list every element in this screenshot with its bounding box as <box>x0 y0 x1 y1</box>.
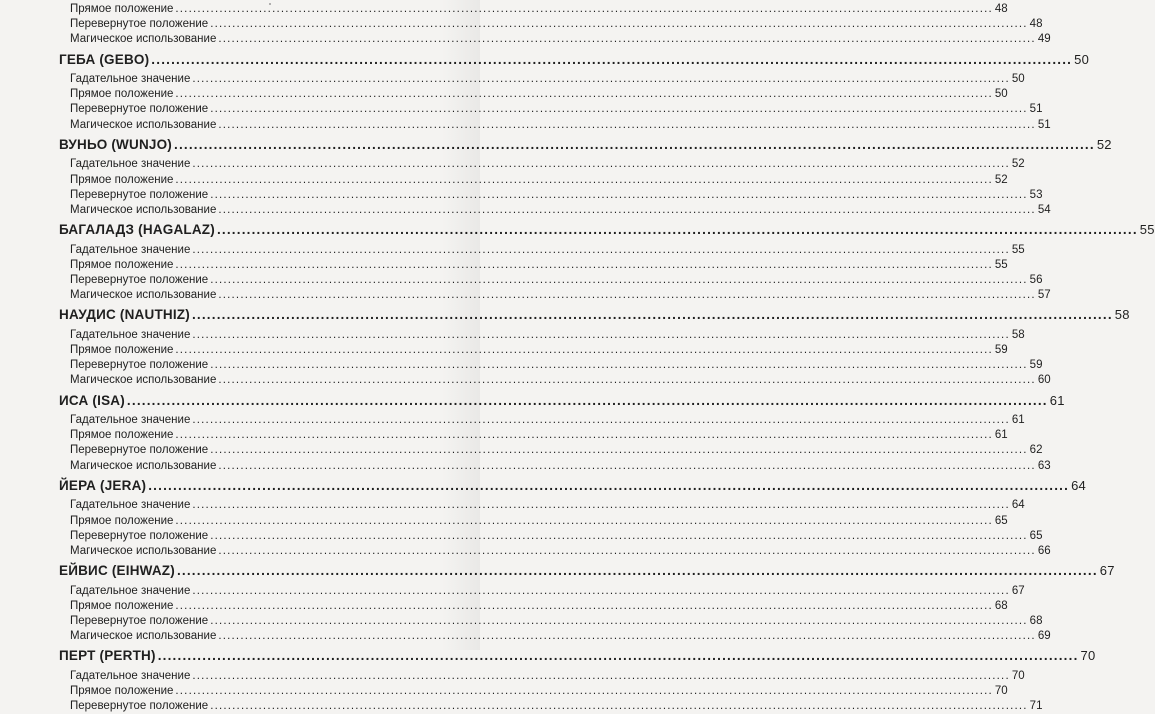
toc-entry-title: Прямое положение <box>70 599 174 612</box>
toc-dot-leader <box>174 133 1095 158</box>
toc-dot-leader <box>192 328 1009 343</box>
toc-page-number: 56 <box>1029 273 1043 286</box>
toc-entry-title: Гадательное значение <box>70 158 191 171</box>
toc-page-number: 69 <box>1037 630 1051 643</box>
toc-page-number: 67 <box>1011 584 1025 597</box>
toc-dot-leader <box>210 273 1027 288</box>
toc-page-number: 55 <box>1139 222 1155 238</box>
toc-dot-leader <box>192 303 1113 328</box>
toc-dot-leader <box>210 358 1027 373</box>
toc-entry-title: Перевернутое положение <box>70 444 209 457</box>
toc-dot-leader <box>192 669 1009 684</box>
toc-entry-title: Прямое положение <box>70 88 174 101</box>
toc-entry-title: ВУНЬО (WUNJO) <box>59 136 172 152</box>
toc-page-number: 55 <box>1011 243 1025 256</box>
toc-entry-title: Магическое использование <box>70 118 217 131</box>
toc-dot-leader <box>218 373 1035 388</box>
toc-entry-title: Перевернутое положение <box>70 700 209 713</box>
toc-entry-title: Гадательное значение <box>70 243 191 256</box>
toc-page-number: 53 <box>1029 188 1043 201</box>
toc-subentry <box>59 157 1025 172</box>
toc-page-number: 50 <box>1011 73 1025 86</box>
toc-dot-leader <box>218 203 1035 218</box>
toc-page-number: 70 <box>994 685 1008 697</box>
toc-page-number: 54 <box>1037 203 1051 216</box>
toc-page-number: 59 <box>994 344 1008 356</box>
toc-dot-leader <box>218 459 1035 474</box>
toc-entry-title: Гадательное значение <box>70 584 191 597</box>
toc-dot-leader <box>210 443 1027 458</box>
toc-subentry <box>59 459 1051 474</box>
toc-entry-title: Гадательное значение <box>70 328 191 341</box>
toc-entry-title: Перевернутое положение <box>70 359 209 372</box>
toc-page-number: 52 <box>1096 136 1112 152</box>
toc-entry-title: Перевернутое положение <box>70 273 209 286</box>
toc-dot-leader <box>210 102 1027 117</box>
toc-page-number: 57 <box>1037 289 1051 302</box>
toc-dot-leader <box>192 157 1009 172</box>
toc-entry-title: Прямое положение <box>70 344 174 356</box>
toc-dot-leader <box>177 559 1098 584</box>
toc-page-number: 59 <box>1029 359 1043 372</box>
toc-page-number: 50 <box>994 88 1008 101</box>
toc-page-number: 62 <box>1029 444 1043 457</box>
toc-entry-title: Прямое положение <box>70 514 174 527</box>
toc-dot-leader <box>127 389 1048 414</box>
toc-dot-leader <box>210 699 1027 714</box>
toc-section-entry <box>59 303 1130 328</box>
toc-subentry <box>59 328 1025 343</box>
toc-page-number: 60 <box>1037 374 1051 387</box>
toc-entry-title: ИСА (ISA) <box>59 392 125 408</box>
toc-subentry <box>59 614 1043 629</box>
toc-page-number: 71 <box>1029 700 1043 713</box>
toc-subentry <box>59 273 1043 288</box>
toc-page-number: 58 <box>1114 307 1130 323</box>
toc-subentry <box>59 413 1025 428</box>
toc-page-number: 48 <box>994 3 1008 15</box>
toc-subentry <box>59 443 1043 458</box>
toc-dot-leader <box>192 413 1009 428</box>
toc-subentry <box>59 373 1051 388</box>
toc-subentry <box>59 544 1051 559</box>
toc-section-entry <box>59 218 1155 243</box>
toc-page-number: 52 <box>1011 158 1025 171</box>
toc-entry-title: Магическое использование <box>70 33 217 46</box>
toc-entry-title: Гадательное значение <box>70 499 191 512</box>
toc-dot-leader <box>192 498 1009 513</box>
toc-entry-title: Магическое использование <box>70 544 217 557</box>
toc-dot-leader <box>175 258 992 273</box>
toc-entry-title: Перевернутое положение <box>70 103 209 116</box>
toc-dot-leader <box>175 428 992 443</box>
toc-entry-title: Прямое положение <box>70 3 174 15</box>
toc-page-number: 61 <box>1049 392 1065 408</box>
toc-page-number: 65 <box>994 514 1008 527</box>
toc-subentry <box>59 684 1008 699</box>
toc-entry-title: ГЕБА (GEBO) <box>59 51 150 67</box>
toc-dot-leader <box>175 2 992 17</box>
toc-entry-title: ПЕРТ (PERTH) <box>59 648 156 664</box>
toc-section-entry <box>59 389 1065 414</box>
toc-page-number: 64 <box>1071 477 1086 493</box>
toc-dot-leader <box>192 72 1009 87</box>
toc-section-entry <box>59 644 1096 669</box>
toc-dot-leader <box>192 584 1009 599</box>
toc-entry-title: Гадательное значение <box>70 73 191 86</box>
toc-section-entry <box>59 474 1086 499</box>
toc-section-entry <box>59 48 1090 73</box>
toc-subentry <box>59 428 1008 443</box>
toc-dot-leader <box>217 218 1138 243</box>
toc-subentry <box>59 188 1043 203</box>
toc-dot-leader <box>218 629 1035 644</box>
toc-subentry <box>59 173 1008 188</box>
toc-entry-title: ЕЙВИС (EIHWAZ) <box>59 563 175 579</box>
toc-subentry <box>59 343 1008 358</box>
toc-dot-leader <box>218 32 1035 47</box>
toc-subentry <box>59 669 1025 684</box>
toc-subentry <box>59 599 1008 614</box>
toc-entry-title: Гадательное значение <box>70 414 191 427</box>
toc-page-number: 48 <box>1029 18 1043 31</box>
toc-subentry <box>59 258 1008 273</box>
toc-subentry <box>59 32 1051 47</box>
toc-section-entry <box>59 559 1115 584</box>
toc-subentry <box>59 118 1051 133</box>
toc-subentry <box>59 2 1008 17</box>
toc-dot-leader <box>151 48 1072 73</box>
toc-subentry <box>59 358 1043 373</box>
toc-dot-leader <box>210 17 1027 32</box>
toc-entry-title: Магическое использование <box>70 459 217 472</box>
toc-entry-title: Прямое положение <box>70 685 174 697</box>
toc-page-number: 70 <box>1011 669 1025 682</box>
toc-entry-title: Магическое использование <box>70 374 217 387</box>
toc-entry-title: Магическое использование <box>70 289 217 302</box>
toc-page-number: 51 <box>1037 118 1051 131</box>
toc-page-number: 61 <box>1011 414 1025 427</box>
toc-entry-title: БАГАЛАДЗ (HAGALAZ) <box>59 222 215 238</box>
toc-page-number: 51 <box>1029 103 1043 116</box>
toc-subentry <box>59 72 1025 87</box>
toc-entry-title: Магическое использование <box>70 630 217 643</box>
toc-page-number: 49 <box>1037 33 1051 46</box>
toc-dot-leader <box>175 684 992 699</box>
toc-dot-leader <box>175 87 992 102</box>
toc-page-number: 61 <box>994 429 1008 442</box>
toc-page-number: 64 <box>1011 499 1025 512</box>
toc-subentry <box>59 87 1008 102</box>
toc-subentry <box>59 288 1051 303</box>
toc-dot-leader <box>192 243 1009 258</box>
toc-subentry <box>59 17 1043 32</box>
toc-subentry <box>59 498 1025 513</box>
toc-page-number: 66 <box>1037 544 1051 557</box>
toc-dot-leader <box>210 614 1027 629</box>
toc-entry-title: Перевернутое положение <box>70 614 209 627</box>
toc-entry-title: Гадательное значение <box>70 669 191 682</box>
toc-page-number: 68 <box>994 599 1008 612</box>
toc-dot-leader <box>218 288 1035 303</box>
toc-page-number: 68 <box>1029 614 1043 627</box>
toc-entry-title: Прямое положение <box>70 429 174 442</box>
toc-entry-title: Перевернутое положение <box>70 188 209 201</box>
toc-dot-leader <box>148 474 1069 499</box>
toc-subentry <box>59 699 1043 714</box>
toc-page-number: 58 <box>1011 328 1025 341</box>
toc-dot-leader <box>218 544 1035 559</box>
toc-subentry <box>59 203 1051 218</box>
toc-page-number: 65 <box>1029 529 1043 542</box>
toc-subentry <box>59 629 1051 644</box>
toc-subentry <box>59 102 1043 117</box>
toc-page-number: 67 <box>1099 563 1115 579</box>
toc-dot-leader <box>158 644 1079 669</box>
toc-dot-leader <box>210 188 1027 203</box>
toc-page-number: 52 <box>994 173 1008 186</box>
toc-entry-title: Прямое положение <box>70 258 174 271</box>
toc-dot-leader <box>175 343 992 358</box>
toc-subentry <box>59 529 1043 544</box>
toc-subentry <box>59 514 1008 529</box>
toc-page-number: 55 <box>994 258 1008 271</box>
toc-page-number: 70 <box>1080 648 1096 664</box>
toc-dot-leader <box>210 529 1027 544</box>
toc-entry-title: Перевернутое положение <box>70 18 209 31</box>
toc-entry-title: НАУДИС (NAUTHIZ) <box>59 307 190 323</box>
toc-entry-title: ЙЕРА (JERA) <box>59 477 147 493</box>
toc-dot-leader <box>175 173 992 188</box>
table-of-contents <box>59 2 1155 714</box>
toc-entry-title: Прямое положение <box>70 173 174 186</box>
toc-subentry <box>59 243 1025 258</box>
toc-dot-leader <box>218 118 1035 133</box>
toc-entry-title: Перевернутое положение <box>70 529 209 542</box>
toc-page-number: 63 <box>1037 459 1051 472</box>
toc-dot-leader <box>175 599 992 614</box>
toc-entry-title: Магическое использование <box>70 203 217 216</box>
toc-page-number: 50 <box>1074 51 1090 67</box>
toc-section-entry <box>59 133 1112 158</box>
toc-subentry <box>59 584 1025 599</box>
toc-dot-leader <box>175 514 992 529</box>
